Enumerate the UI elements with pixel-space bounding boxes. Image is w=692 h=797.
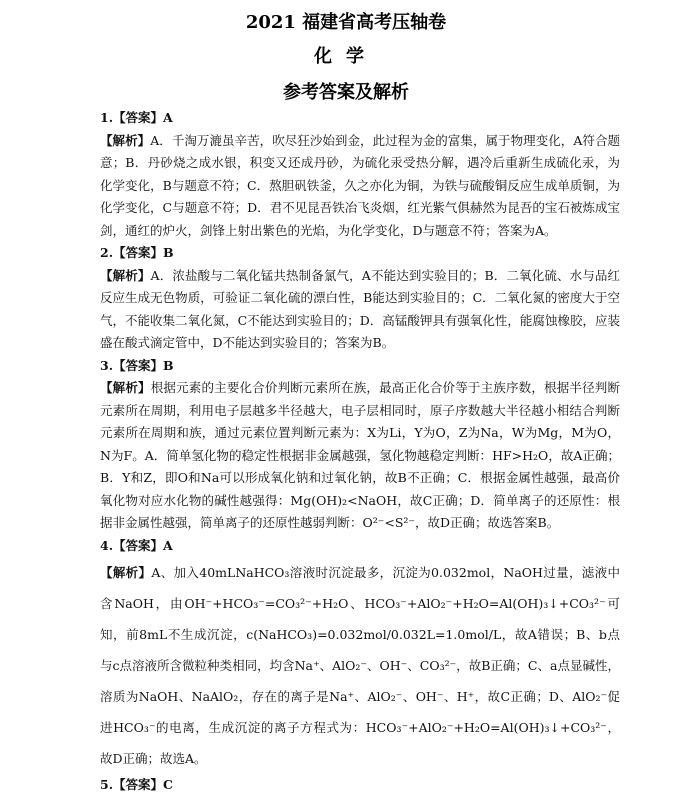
exam-title: 2021 福建省高考压轴卷 (245, 12, 447, 33)
analysis-2 (100, 265, 620, 355)
analysis-1 (100, 130, 620, 243)
answer-line-4: 4.【答案】A (100, 537, 173, 553)
analysis-3 (100, 377, 620, 535)
analysis-label: 【解析】 (100, 267, 151, 283)
analysis-text: 根据元素的主要化合价判断元素所在族，最高正化合价等于主族序数，根据半径判断元素所在周期，利用电子层越多半径越大，电子层相同时，原子序数越大半径越小相结合判断元素所在周期和族，通过元素位置判断元素为：X为Li，Y为O，Z为Na，W为Mg，M为O，N为F。A．简单氢化物的稳定性根据非金属越强，氢化物越稳定判断：HF>H₂O，故A正确；B．Y和Z，即O和Na可以形成氧化钠和过氧化钠，故B不正确；C．根据金属性越强，最高价氧化物对应水化物的碱性越强得：Mg(OH)₂<NaOH，故C正确；D．简单离子的还原性：根据非金属性越强，简单离子的还原性越弱判断：O²⁻<S²⁻，故D正确；故选答案B。 (100, 380, 620, 530)
answer-line-5: 5.【答案】C (100, 777, 173, 792)
analysis-label: 【解析】 (100, 565, 152, 580)
question-2 (100, 242, 620, 355)
analysis-text: A．浓盐酸与二氧化锰共热制备氯气，A不能达到实验目的；B．二氧化硫、水与品红反应生成无色物质，可验证二氧化硫的漂白性，B能达到实验目的；C．二氧化氮的密度大于空气，不能收集二氧化氮，C不能达到实验目的；D．高锰酸钾具有强氧化性，能腐蚀橡胶，应装盛在酸式滴定管中，D不能达到实验目的；答案为B。 (100, 267, 620, 350)
answer-subtitle: 参考答案及解析 (283, 82, 409, 103)
question-5 (100, 774, 620, 797)
answer-line-1: 1.【答案】A (100, 110, 173, 125)
analysis-text: A、加入40mLNaHCO₃溶液时沉淀最多，沉淀为0.032mol，NaOH过量，滤液中含NaOH，由OH⁻+HCO₃⁻=CO₃²⁻+H₂O、HCO₃⁻+AlO₂⁻+H₂O=Al(OH)₃↓+CO₃²⁻可知，前8mL不生成沉淀，c(NaHCO₃)=0.032mol/0.032L=1.0mol/L，故A错误；B、b点与c点溶液所含微粒种类相同，均含Na⁺、AlO₂⁻、OH⁻、CO₃²⁻，故B正确；C、a点显碱性，溶质为NaOH、NaAlO₂，存在的离子是Na⁺、AlO₂⁻、OH⁻、H⁺，故C正确；D、AlO₂⁻促进HCO₃⁻的电离，生成沉淀的离子方程式为：HCO₃⁻+AlO₂⁻+H₂O=Al(OH)₃↓+CO₃²⁻，故D正确；故选A。 (100, 565, 620, 766)
analysis-text: A．千淘万漉虽辛苦，吹尽狂沙始到金，此过程为金的富集，属于物理变化，A符合题意；B．丹砂烧之成水银，积变又还成丹砂，为硫化汞受热分解，遇冷后重新生成硫化汞，为化学变化，B与题意不符；C．熬胆矾铁釜，久之亦化为铜，为铁与硫酸铜反应生成单质铜，为化学变化，C与题意不符；D．君不见昆吾铁冶飞炎烟，红光紫气俱赫然为昆吾的宝石被炼成宝剑，通红的炉火，剑锋上射出紫色的光焰，为化学变化，D与题意不符；答案为A。 (100, 132, 620, 238)
analysis-label: 【解析】 (100, 380, 151, 395)
answer-content (100, 107, 620, 797)
answer-line-3: 3.【答案】B (100, 357, 174, 373)
analysis-4 (100, 557, 620, 774)
question-4 (100, 535, 620, 775)
question-3 (100, 355, 620, 535)
analysis-label: 【解析】 (100, 132, 151, 148)
subject-title: 化学 (314, 46, 378, 67)
answer-line-2: 2.【答案】B (100, 245, 174, 260)
question-1 (100, 107, 620, 242)
